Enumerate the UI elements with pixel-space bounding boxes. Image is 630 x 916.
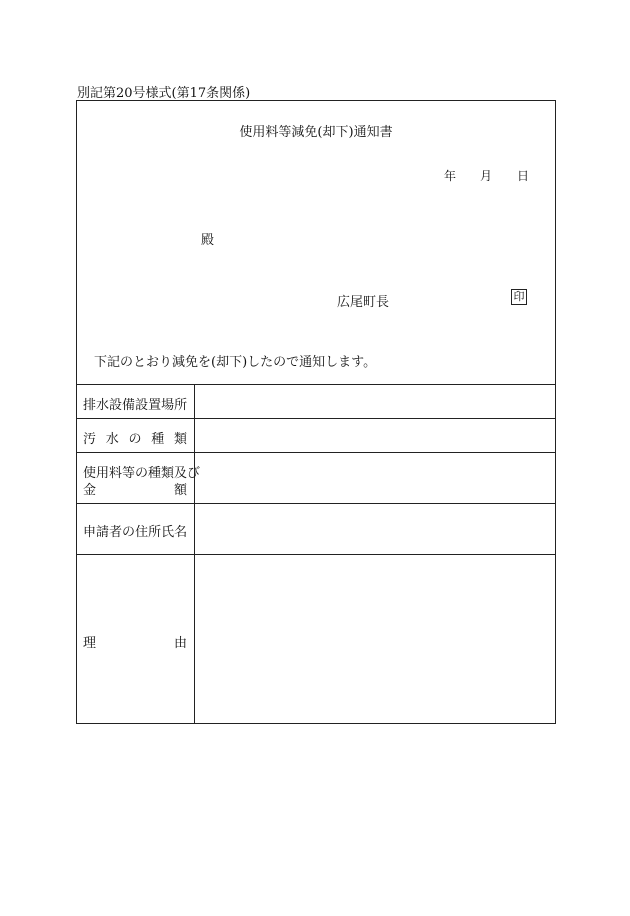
label-char: 請 [96, 525, 110, 540]
label-char: 類 [173, 432, 187, 447]
reason-field[interactable] [195, 555, 555, 724]
date-year-label: 年 [444, 169, 457, 183]
label-char: 所 [148, 525, 162, 540]
label-char: 者 [109, 525, 123, 540]
reason-label-text [83, 632, 187, 651]
sewage-type-label [77, 419, 195, 452]
label-char: 種 [151, 432, 165, 447]
drainage-location-label-text [83, 394, 187, 413]
fee-type-amount-label-line2 [83, 479, 187, 498]
label-char: 汚 [83, 432, 97, 447]
label-char: 金 [83, 483, 97, 498]
label-char: 設 [109, 398, 123, 413]
label-char: 由 [173, 636, 187, 651]
date-day-label: 日 [517, 169, 530, 183]
notice-form [76, 100, 556, 724]
form-title: 使用料等減免(却下)通知書 [239, 125, 393, 140]
label-char: 所 [174, 398, 188, 413]
label-char: 理 [83, 636, 97, 651]
label-char: 名 [174, 525, 188, 540]
label-char: 水 [105, 432, 119, 447]
applicant-label [77, 504, 195, 554]
label-char: 氏 [161, 525, 175, 540]
seal-mark: 印 [511, 289, 527, 305]
label-char: 額 [173, 483, 187, 498]
form-caption: 別記第20号様式(第17条関係) [77, 86, 251, 101]
label-char: 水 [96, 398, 110, 413]
recipient-suffix: 殿 [201, 233, 215, 248]
row-drainage-location [77, 384, 555, 418]
label-char: 住 [135, 525, 149, 540]
row-applicant [77, 503, 555, 554]
label-char: 排 [83, 398, 97, 413]
row-fee-type-amount [77, 452, 555, 503]
label-char: 設 [135, 398, 149, 413]
drainage-location-label [77, 385, 195, 418]
label-char: の [128, 432, 142, 447]
sewage-type-label-text [83, 428, 187, 447]
fee-type-amount-label [77, 453, 201, 503]
label-char: 備 [122, 398, 136, 413]
applicant-label-text [83, 521, 187, 540]
label-char: 場 [161, 398, 175, 413]
label-char: 置 [148, 398, 162, 413]
applicant-field[interactable] [195, 504, 555, 554]
fee-type-amount-field[interactable] [195, 453, 555, 503]
label-char: の [122, 525, 136, 540]
row-reason [77, 554, 555, 724]
form-header [77, 101, 555, 384]
label-char: 申 [83, 525, 97, 540]
fee-type-amount-label-line1: 使用料等の種類及び [83, 466, 201, 481]
drainage-location-field[interactable] [195, 385, 555, 418]
date-month-label: 月 [480, 169, 493, 183]
row-sewage-type [77, 418, 555, 452]
reason-label [77, 555, 195, 724]
sewage-type-field[interactable] [195, 419, 555, 452]
notice-message: 下記のとおり減免を(却下)したので通知します。 [94, 355, 377, 370]
form-table [77, 384, 555, 724]
issuer-name: 広尾町長 [337, 295, 390, 310]
